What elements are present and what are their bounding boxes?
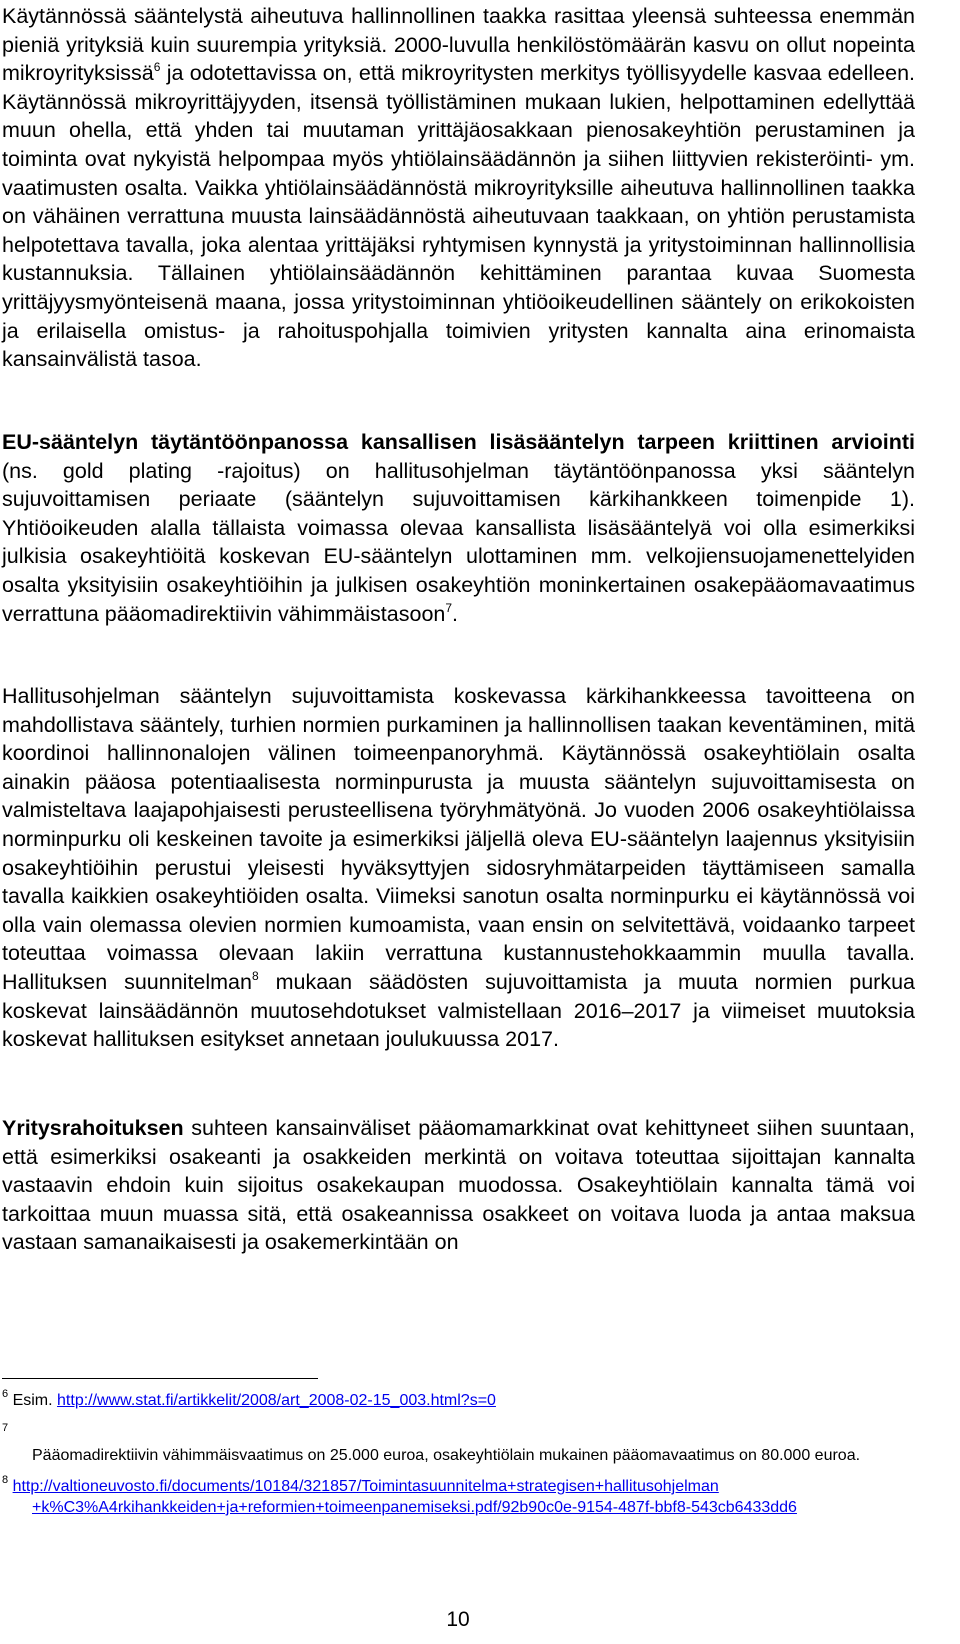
paragraph-heading: Yritysrahoituksen [2, 1116, 184, 1140]
paragraph-text: Hallitusohjelman sääntelyn sujuvoittamista koskevassa kärkihankkeessa tavoitteena on mahdollistava sääntely, turhien normien purkaminen ja hallinnollisen taakan keventäminen, mitä koordinoi hallinnonalojen välinen toimeenpanoryhmä. Käytännössä osakeyhtiölain osalta ainakin pääosa potentiaalisesta norminpurusta ja muusta sääntelyn sujuvoittamisesta on valmisteltava laajapohjaisesti perusteellisena työryhmätyönä. Jo vuoden 2006 osakeyhtiölaissa norminpurku oli keskeinen tavoite ja esimerkiksi jäljellä oleva EU-sääntelyn laajennus yksityisiin osakeyhtiöihin perustui yleisesti hyväksyttyjen sidosryhmätarpeiden täyttämiseen samalla tavalla kaikkien osakeyhtiöiden osalta. Viimeksi sanotun osalta norminpurku ei käytännössä voi olla vain olemassa olevien normien kumoamista, vaan ensin on selvitettävä, voidaanko tarpeet toteuttaa voimassa olevaan lakiin verrattuna kustannustehokkaammin muulla tavalla. Hallituksen suunnitelman [2, 684, 915, 994]
paragraph-micro-enterprises [2, 2, 915, 374]
footnote-link[interactable]: http://www.stat.fi/artikkelit/2008/art_2008-02-15_003.html?s=0 [57, 1392, 496, 1409]
footnote-ref-8[interactable]: 8 [251, 968, 259, 983]
paragraph-regulation-streamlining [2, 682, 915, 1054]
paragraph-text: suhteen kansainväliset pääomamarkkinat ovat kehittyneet siihen suuntaan, että esimerkiksi osakeanti ja osakkeiden merkintä on voitava toteuttaa sijoittajan kannalta vastaavin ehdoin kuin sijoitus osakekaupan muodossa. Osakeyhtiölain kannalta tämä voi tarkoittaa muun muassa sitä, että osakeannissa osakkeet on voitava luoda ja antaa maksua vastaan samanaikaisesti ja osakemerkintään on [2, 1116, 915, 1255]
page-number: 10 [446, 1608, 470, 1631]
footnote-ref-6[interactable]: 6 [153, 60, 161, 75]
paragraph-text: ja odotettavissa on, että mikroyritysten merkitys työllisyydelle kasvaa edelleen. Käytännössä mikroyrittäjyyden, itsensä työllistäminen mukaan lukien, helpottaminen edellyttää muun ohella, että yhden tai muutaman yrittäjäosakkaan pienosakeyhtiön perustaminen ja toiminta ovat nykyistä helpompaa myös yhtiölainsäädännön ja siihen liittyvien rekisteröinti- ym. vaatimusten osalta. Vaikka yhtiölainsäädännöstä mikroyrityksille aiheutuva hallinnollinen taakka on vähäinen verrattuna muusta lainsäädännöstä aiheutuvaan taakkaan, on yhtiön perustamista helpotettava tavalla, joka alentaa yrittäjäksi ryhtymisen kynnystä ja yritystoiminnan hallinnollisia kustannuksia. Tällainen yhtiölainsäädännön kehittäminen parantaa kuvaa Suomesta yrittäjyysmyönteisenä maana, jossa yritystoiminnan yhtiöoikeudellinen sääntely on erikokoisten ja erilaisella omistus- ja rahoituspohjalla toimivien yritysten kannalta aina erinomaista kansainvälistä tasoa. [2, 61, 915, 372]
footnote-mark: 7 [2, 1422, 9, 1434]
footnote-mark: 6 [2, 1388, 9, 1400]
footnote-prefix: Esim. [12, 1392, 58, 1409]
footnote-6 [2, 1390, 915, 1411]
paragraph-text: mukaan säädösten sujuvoittamista ja muuta normien purkua koskevat lainsäädännön muutosehdotukset valmistellaan 2016–2017 ja viimeiset muutoksia koskevat hallituksen esitykset annetaan joulukuussa 2017. [2, 969, 915, 1052]
footnote-link[interactable]: http://valtioneuvosto.fi/documents/10184/321857/Toimintasuunnitelma+strategisen+hallitusohjelman [12, 1478, 719, 1495]
paragraph-corporate-financing [2, 1114, 915, 1257]
footnote-mark: 8 [2, 1474, 9, 1486]
paragraph-text: (ns. gold plating -rajoitus) on hallitusohjelman täytäntöönpanossa yksi sääntelyn sujuvoittamisen periaate (sääntelyn sujuvoittamisen kärkihankkeen toimenpide 1). Yhtiöoikeuden alalla tällaista voimassa olevaa kansallista lisäsääntelyä voi olla esimerkiksi julkisia osakeyhtiöitä koskevan EU-sääntelyn ulottaminen mm. velkojiensuojamenettelyiden osalta yksityisiin osakeyhtiöihin ja julkisen osakeyhtiön moninkertainen osakepääomavaatimus verrattuna pääomadirektiivin vähimmäistasoon [2, 458, 915, 626]
footnote-8 [2, 1476, 915, 1518]
footnote-7 [2, 1424, 915, 1466]
paragraph-text: . [452, 601, 459, 626]
footnote-ref-7[interactable]: 7 [445, 600, 453, 615]
paragraph-gold-plating [2, 428, 915, 628]
paragraph-heading: EU-sääntelyn täytäntöönpanossa kansallisen lisäsääntelyn tarpeen kriittinen arviointi [2, 430, 915, 454]
footnote-separator [2, 1378, 318, 1379]
footnote-text: Pääomadirektiivin vähimmäisvaatimus on 25.000 euroa, osakeyhtiölain mukainen pääomavaatimus on 80.000 euroa. [32, 1447, 861, 1464]
footnote-link-continued[interactable]: +k%C3%A4rkihankkeiden+ja+reformien+toimeenpanemiseksi.pdf/92b90c0e-9154-487f-bbf8-543cb6433dd6 [32, 1499, 797, 1516]
paragraph-text: Käytännössä sääntelystä aiheutuva hallinnollinen taakka rasittaa yleensä suhteessa enemmän pieniä yrityksiä kuin suurempia yrityksiä. 2000-luvulla henkilöstömäärän kasvu on ollut nopeinta mikroyrityksissä [2, 4, 915, 86]
